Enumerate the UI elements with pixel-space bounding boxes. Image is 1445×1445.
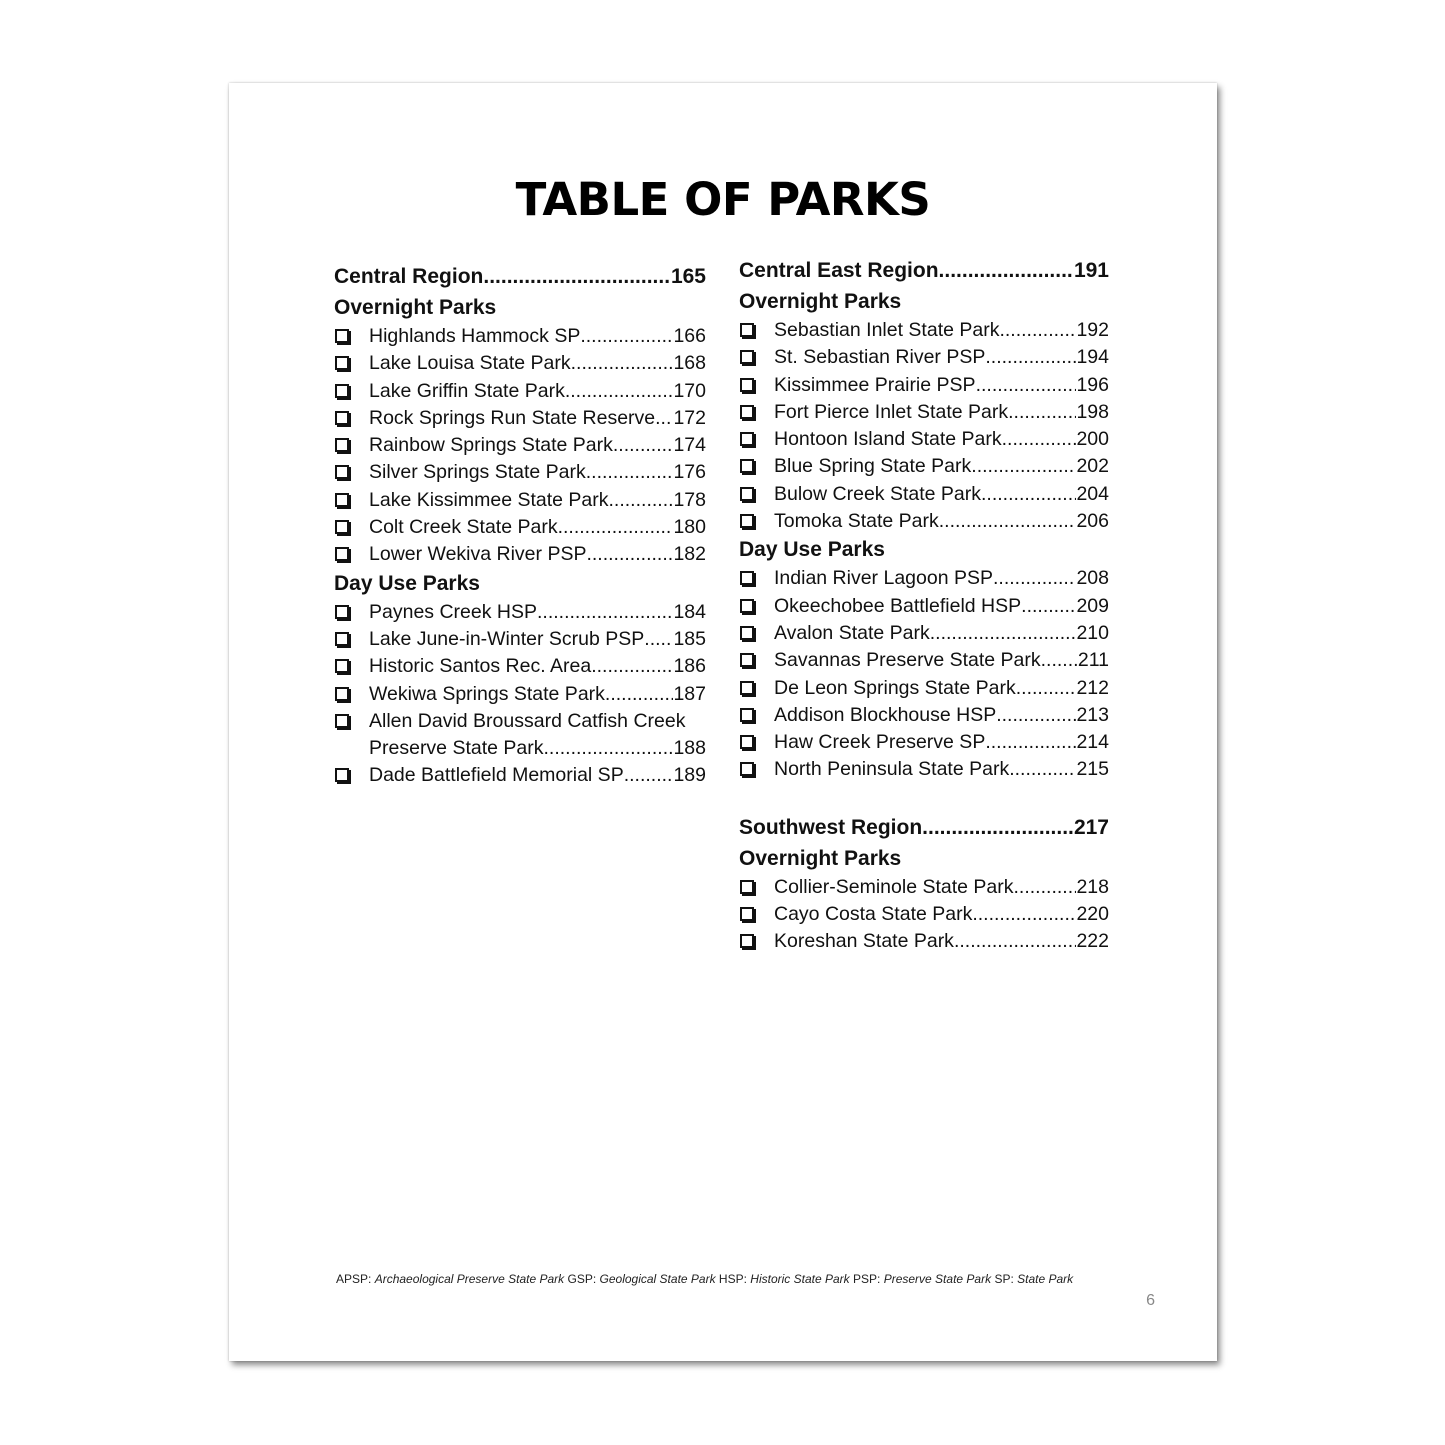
park-entry-text [774, 675, 1109, 702]
dot-leader [613, 432, 674, 459]
park-name-line [774, 901, 1109, 928]
dot-leader [591, 653, 673, 680]
abbreviation: GSP: [567, 1272, 597, 1286]
checkbox-icon[interactable] [335, 605, 349, 619]
park-name-line [774, 620, 1109, 647]
dot-leader [1014, 874, 1077, 901]
park-entry [739, 647, 1109, 674]
park-entry-text [774, 593, 1109, 620]
park-page-number: 170 [673, 379, 706, 402]
park-entry-text [774, 426, 1109, 453]
park-entry-text [369, 599, 706, 626]
park-name-line [774, 729, 1109, 756]
park-page-number: 187 [673, 682, 706, 705]
park-entry [334, 323, 706, 350]
region-name: Central East Region [739, 259, 939, 282]
dot-leader [1041, 647, 1078, 674]
checkbox-icon[interactable] [740, 514, 754, 528]
park-entry [739, 928, 1109, 955]
park-name-line [774, 344, 1109, 371]
park-name-line [774, 647, 1109, 674]
park-name-line [774, 426, 1109, 453]
group-heading-overnight-parks: Overnight Parks [739, 290, 902, 313]
dot-leader [985, 729, 1076, 756]
park-name: Indian River Lagoon PSP [774, 567, 993, 590]
park-entry-text [774, 901, 1109, 928]
park-list [739, 317, 1109, 535]
park-page-number: 214 [1076, 731, 1109, 754]
checkbox-icon[interactable] [740, 907, 754, 921]
park-name-line [774, 593, 1109, 620]
park-entry [739, 593, 1109, 620]
park-entry-text [774, 317, 1109, 344]
park-name-line [369, 599, 706, 626]
park-entry-text [369, 432, 706, 459]
region-page-number: 165 [670, 265, 706, 288]
park-page-number: 212 [1076, 676, 1109, 699]
region-section-southwest-region [739, 812, 1109, 956]
checkbox-icon[interactable] [740, 350, 754, 364]
dot-leader [644, 626, 673, 653]
park-name: St. Sebastian River PSP [774, 346, 986, 369]
park-page-number: 204 [1076, 482, 1109, 505]
park-entry-text [774, 453, 1109, 480]
dot-leader [981, 481, 1076, 508]
park-entry [739, 901, 1109, 928]
park-page-number: 211 [1077, 649, 1109, 672]
park-page-number: 174 [673, 434, 706, 457]
checkbox-icon[interactable] [335, 465, 349, 479]
dot-leader [1021, 593, 1076, 620]
abbreviation-meaning: Geological State Park [599, 1272, 716, 1286]
dot-leader [1008, 399, 1076, 426]
dot-leader [976, 372, 1077, 399]
park-entry [739, 756, 1109, 783]
park-page-number: 185 [673, 627, 706, 650]
park-page-number: 200 [1076, 428, 1109, 451]
dot-leader [985, 344, 1076, 371]
park-entry [739, 508, 1109, 535]
park-entry [739, 565, 1109, 592]
park-entry [334, 432, 706, 459]
abbreviation: HSP: [718, 1272, 747, 1286]
park-entry [334, 653, 706, 680]
park-name: Okeechobee Battlefield HSP [774, 594, 1022, 617]
abbreviation: APSP: [336, 1272, 372, 1286]
park-list [739, 874, 1109, 956]
park-page-number: 215 [1076, 758, 1109, 781]
park-name-line [774, 317, 1109, 344]
checkbox-icon[interactable] [740, 432, 754, 446]
document-page [229, 83, 1217, 1361]
dot-leader [624, 762, 674, 789]
park-name: Paynes Creek HSP [369, 600, 537, 623]
park-name-line [369, 762, 706, 789]
park-entry [334, 378, 706, 405]
park-name: Collier-Seminole State Park [774, 875, 1014, 898]
park-name: Cayo Costa State Park [774, 903, 973, 926]
dot-leader [954, 928, 1077, 955]
region-heading [739, 812, 1109, 844]
park-name-line [369, 708, 706, 735]
park-page-number: 192 [1076, 319, 1109, 341]
checkbox-icon[interactable] [335, 329, 349, 343]
checkbox-icon[interactable] [740, 934, 754, 948]
park-entry [334, 626, 706, 653]
park-page-number: 208 [1076, 567, 1109, 590]
park-name-line [774, 702, 1109, 729]
park-name-line [369, 487, 706, 514]
park-name: Preserve State Park [369, 737, 544, 760]
park-name-line [774, 453, 1109, 480]
park-name: Haw Creek Preserve SP [774, 731, 986, 754]
park-entry-text [369, 350, 706, 377]
park-name-line [369, 653, 706, 680]
group-heading-overnight-parks: Overnight Parks [334, 296, 497, 319]
checkbox-icon[interactable] [740, 487, 754, 501]
checkbox-icon[interactable] [740, 708, 754, 722]
park-name: Tomoka State Park [774, 510, 939, 533]
park-entry-text [369, 681, 706, 708]
checkbox-icon[interactable] [740, 735, 754, 749]
park-page-number: 198 [1076, 400, 1109, 423]
page-number: 6 [1146, 1292, 1155, 1309]
dot-leader [537, 599, 673, 626]
dot-leader [571, 350, 674, 377]
park-name: Bulow Creek State Park [774, 482, 982, 505]
park-entry-text [369, 405, 706, 432]
park-page-number: 176 [673, 461, 706, 484]
park-page-number: 222 [1076, 930, 1109, 953]
park-name-line [369, 541, 706, 568]
park-name: Historic Santos Rec. Area [369, 655, 592, 678]
park-page-number: 196 [1076, 373, 1109, 396]
park-entry [334, 681, 706, 708]
checkbox-icon[interactable] [335, 384, 349, 398]
region-heading [739, 255, 1109, 287]
park-name-line [369, 323, 706, 350]
park-name-line [774, 481, 1109, 508]
park-page-number: 186 [673, 655, 706, 678]
park-entry-text [774, 647, 1109, 674]
park-entry [739, 620, 1109, 647]
region-page-number: 217 [1073, 815, 1109, 839]
park-list [334, 323, 706, 569]
park-page-number: 209 [1076, 594, 1109, 617]
park-entry [739, 874, 1109, 901]
region-name: Central Region [334, 265, 484, 288]
dot-leader [544, 735, 674, 762]
park-name-line [369, 514, 706, 541]
park-name-line [774, 675, 1109, 702]
checkbox-icon[interactable] [335, 659, 349, 673]
checkbox-icon[interactable] [740, 405, 754, 419]
dot-leader [483, 261, 671, 293]
park-name-line [774, 928, 1109, 955]
dot-leader [580, 323, 673, 350]
checkbox-icon[interactable] [740, 880, 754, 894]
park-name: Highlands Hammock SP [369, 325, 581, 347]
park-page-number: 220 [1076, 903, 1109, 926]
park-page-number: 178 [673, 488, 706, 511]
park-name: Dade Battlefield Memorial SP [369, 764, 624, 787]
park-name: Rainbow Springs State Park [369, 434, 613, 457]
park-entry [739, 372, 1109, 399]
park-name-line [774, 874, 1109, 901]
dot-leader [586, 459, 674, 486]
park-name-line [369, 626, 706, 653]
checkbox-icon[interactable] [335, 547, 349, 561]
abbreviation-meaning: Historic State Park [750, 1272, 850, 1286]
checkbox-icon[interactable] [740, 571, 754, 585]
park-name-line [369, 735, 706, 762]
checkbox-icon[interactable] [740, 599, 754, 613]
park-entry [334, 459, 706, 486]
checkbox-icon[interactable] [335, 520, 349, 534]
park-name-line [774, 372, 1109, 399]
park-name: Lake Kissimmee State Park [369, 488, 609, 511]
park-entry [334, 487, 706, 514]
park-entry-text [774, 565, 1109, 592]
park-entry-text [774, 620, 1109, 647]
park-entry [334, 541, 706, 568]
dot-leader [999, 317, 1076, 344]
park-entry [739, 317, 1109, 344]
park-name: North Peninsula State Park [774, 758, 1010, 781]
park-page-number: 166 [673, 325, 706, 347]
abbreviation: PSP: [853, 1272, 881, 1286]
park-name: Lake Griffin State Park [369, 379, 565, 402]
park-name: Kissimmee Prairie PSP [774, 373, 976, 396]
checkbox-icon[interactable] [740, 626, 754, 640]
park-entry-text [774, 756, 1109, 783]
park-name: Wekiwa Springs State Park [369, 682, 605, 705]
park-entry [334, 708, 706, 763]
dot-leader [930, 620, 1077, 647]
dot-leader [1016, 675, 1077, 702]
park-entry-text [774, 481, 1109, 508]
park-page-number: 189 [673, 764, 706, 787]
park-name-line [774, 508, 1109, 535]
region-section-central-east-region [739, 255, 1109, 784]
park-entry [739, 702, 1109, 729]
checkbox-icon[interactable] [335, 356, 349, 370]
park-entry [739, 481, 1109, 508]
park-entry-text [774, 928, 1109, 955]
park-entry [334, 350, 706, 377]
park-page-number: 206 [1076, 510, 1109, 533]
region-name: Southwest Region [739, 815, 923, 839]
dot-leader [996, 702, 1076, 729]
left-column [334, 261, 706, 790]
checkbox-icon[interactable] [740, 378, 754, 392]
park-list [739, 565, 1109, 783]
abbreviation-meaning: Preserve State Park [883, 1272, 992, 1286]
park-entry-text [774, 702, 1109, 729]
park-entry-text [369, 459, 706, 486]
right-column [739, 255, 1109, 956]
region-heading [334, 261, 706, 293]
dot-leader [972, 901, 1076, 928]
group-heading-day-use-parks: Day Use Parks [739, 538, 885, 562]
park-name: Fort Pierce Inlet State Park [774, 400, 1009, 423]
dot-leader [586, 541, 673, 568]
checkbox-icon[interactable] [740, 459, 754, 473]
dot-leader [605, 681, 674, 708]
park-entry-text [369, 323, 706, 350]
park-entry [334, 599, 706, 626]
checkbox-icon[interactable] [740, 653, 754, 667]
park-name: Rock Springs Run State Reserve [369, 406, 656, 429]
park-name: Savannas Preserve State Park [774, 649, 1041, 672]
abbreviation-meaning: State Park [1017, 1272, 1074, 1286]
park-page-number: 172 [673, 406, 706, 429]
dot-leader [655, 405, 673, 432]
park-name-line [369, 681, 706, 708]
dot-leader [939, 508, 1077, 535]
park-entry [334, 405, 706, 432]
dot-leader [609, 487, 674, 514]
checkbox-icon[interactable] [335, 411, 349, 425]
park-page-number: 213 [1076, 703, 1109, 726]
park-entry [739, 729, 1109, 756]
park-entry-text [774, 508, 1109, 535]
dot-leader [993, 565, 1076, 592]
park-entry-text [369, 514, 706, 541]
park-name: Hontoon Island State Park [774, 428, 1002, 451]
dot-leader [558, 514, 674, 541]
page-title: TABLE OF PARKS [515, 173, 931, 226]
park-entry-text [369, 708, 706, 763]
park-name: Lake Louisa State Park [369, 352, 571, 375]
group-heading-day-use-parks: Day Use Parks [334, 571, 480, 595]
park-entry-text [774, 372, 1109, 399]
park-entry [739, 453, 1109, 480]
park-name-line [369, 459, 706, 486]
park-page-number: 202 [1076, 455, 1109, 478]
park-list [334, 599, 706, 790]
region-page-number: 191 [1073, 259, 1109, 282]
park-entry-text [369, 378, 706, 405]
park-name: Blue Spring State Park [774, 455, 972, 478]
park-entry-text [369, 541, 706, 568]
park-name-part: Allen David Broussard Catfish Creek [369, 709, 686, 732]
park-entry [334, 514, 706, 541]
park-entry [334, 762, 706, 789]
park-name: Lower Wekiva River PSP [369, 543, 587, 566]
park-page-number: 182 [673, 543, 706, 566]
park-name: Sebastian Inlet State Park [774, 319, 1000, 341]
dot-leader [971, 453, 1076, 480]
abbreviation-legend [336, 1272, 1073, 1286]
abbreviation-meaning: Archaeological Preserve State Park [374, 1272, 565, 1286]
park-name-line [369, 432, 706, 459]
park-entry [739, 399, 1109, 426]
park-name-line [369, 378, 706, 405]
park-entry-text [369, 487, 706, 514]
park-page-number: 194 [1076, 346, 1109, 369]
park-name: De Leon Springs State Park [774, 676, 1016, 699]
park-page-number: 210 [1076, 621, 1109, 644]
park-page-number: 168 [673, 352, 706, 375]
park-name-line [774, 565, 1109, 592]
abbreviation: SP: [994, 1272, 1014, 1286]
park-name: Addison Blockhouse HSP [774, 703, 997, 726]
park-name: Lake June-in-Winter Scrub PSP [369, 627, 645, 650]
checkbox-icon[interactable] [335, 493, 349, 507]
checkbox-icon[interactable] [335, 714, 349, 728]
dot-leader [1002, 426, 1077, 453]
group-heading-overnight-parks: Overnight Parks [739, 846, 902, 870]
park-entry-text [369, 626, 706, 653]
park-entry-text [774, 874, 1109, 901]
checkbox-icon[interactable] [740, 681, 754, 695]
park-page-number: 218 [1076, 875, 1109, 898]
region-section-central-region [334, 261, 706, 790]
dot-leader [939, 255, 1074, 287]
dot-leader [1009, 756, 1076, 783]
dot-leader [565, 378, 674, 405]
park-page-number: 180 [673, 516, 706, 539]
park-entry [739, 675, 1109, 702]
park-name-line [774, 399, 1109, 426]
park-name: Avalon State Park [774, 621, 930, 644]
checkbox-icon[interactable] [740, 762, 754, 776]
checkbox-icon[interactable] [335, 687, 349, 701]
park-name: Colt Creek State Park [369, 516, 558, 539]
checkbox-icon[interactable] [335, 438, 349, 452]
dot-leader [922, 812, 1074, 844]
park-entry-text [369, 762, 706, 789]
park-page-number: 184 [673, 600, 706, 623]
park-entry-text [774, 344, 1109, 371]
park-entry-text [369, 653, 706, 680]
park-entry-text [774, 729, 1109, 756]
checkbox-icon[interactable] [335, 632, 349, 646]
park-page-number: 188 [673, 737, 706, 760]
park-entry [739, 344, 1109, 371]
park-name-line [369, 405, 706, 432]
park-entry-text [774, 399, 1109, 426]
park-name: Silver Springs State Park [369, 461, 586, 484]
park-name-line [774, 756, 1109, 783]
park-name: Koreshan State Park [774, 930, 954, 953]
checkbox-icon[interactable] [335, 768, 349, 782]
park-name-line [369, 350, 706, 377]
park-entry [739, 426, 1109, 453]
checkbox-icon[interactable] [740, 323, 754, 337]
